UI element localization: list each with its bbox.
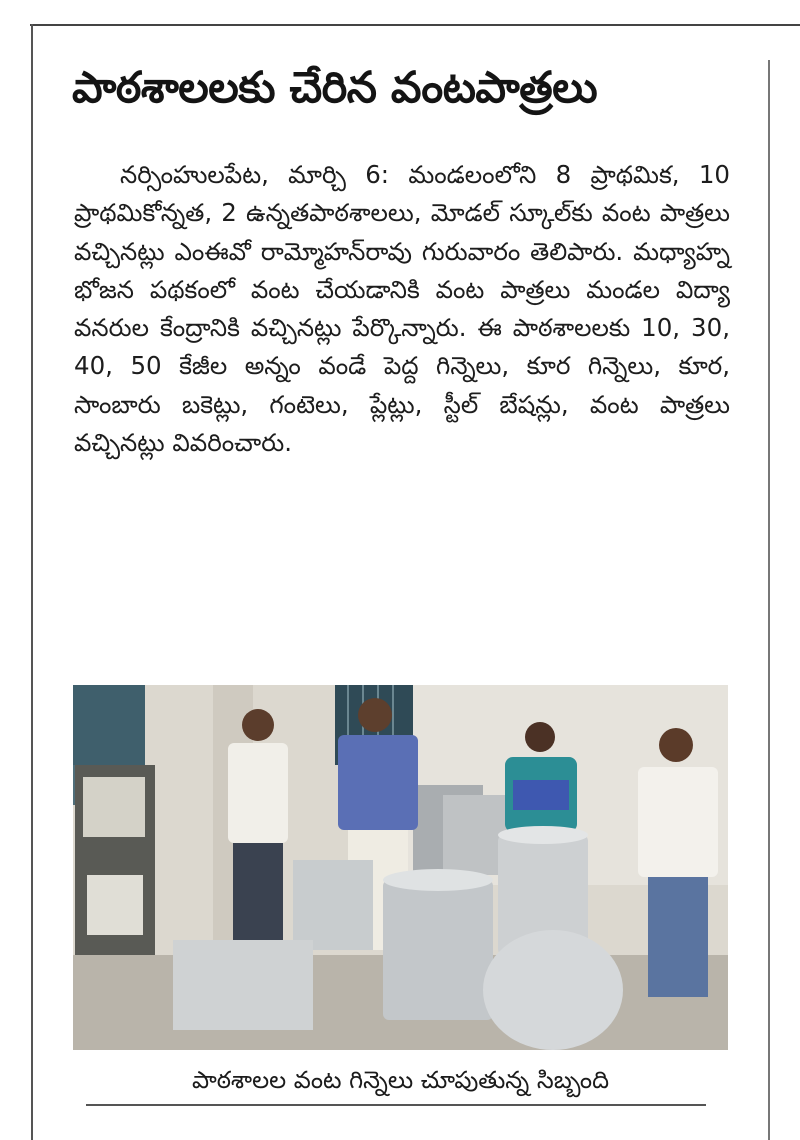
- left-column-rule: [31, 24, 33, 1140]
- article-photo: [73, 685, 728, 1050]
- photo-caption: పాఠశాలల వంట గిన్నెలు చూపుతున్న సిబ్బంది: [191, 1066, 610, 1094]
- news-article: [60, 40, 750, 462]
- caption-divider: [86, 1104, 706, 1106]
- next-article-cut-line: [200, 1122, 580, 1140]
- right-column-rule: [768, 60, 770, 1140]
- article-body: నర్సింహులపేట, మార్చి 6: మండలంలోని 8 ప్రాథమిక, 10 ప్రాథమికోన్నత, 2 ఉన్నతపాఠశాలలు, మోడల్ స్కూల్‌కు వంట పాత్రలు వచ్చినట్లు ఎంఈవో రామ్మోహన్‌రావు గురువారం తెలిపారు. మధ్యాహ్న భోజన పథకంలో వంట చేయడానికి వంట పాత్రలు మండల విద్యా వనరుల కేంద్రానికి వచ్చినట్లు పేర్కొన్నారు. ఈ పాఠశాలలకు 10, 30, 40, 50 కేజీల అన్నం వండే పెద్ద గిన్నెలు, కూర గిన్నెలు, కూర, సాంబారు బకెట్లు, గంటెలు, ప్లేట్లు, స్టీల్ బేషన్లు, వంట పాత్రలు వచ్చినట్లు వివరించారు.: [74, 160, 730, 458]
- previous-article-cut-line: [0, 0, 800, 26]
- photo-staff-with-cooking-vessels: [73, 685, 728, 1050]
- top-divider: [30, 24, 800, 26]
- article-headline: పాఠశాలలకు చేరిన వంటపాత్రలు: [72, 63, 598, 113]
